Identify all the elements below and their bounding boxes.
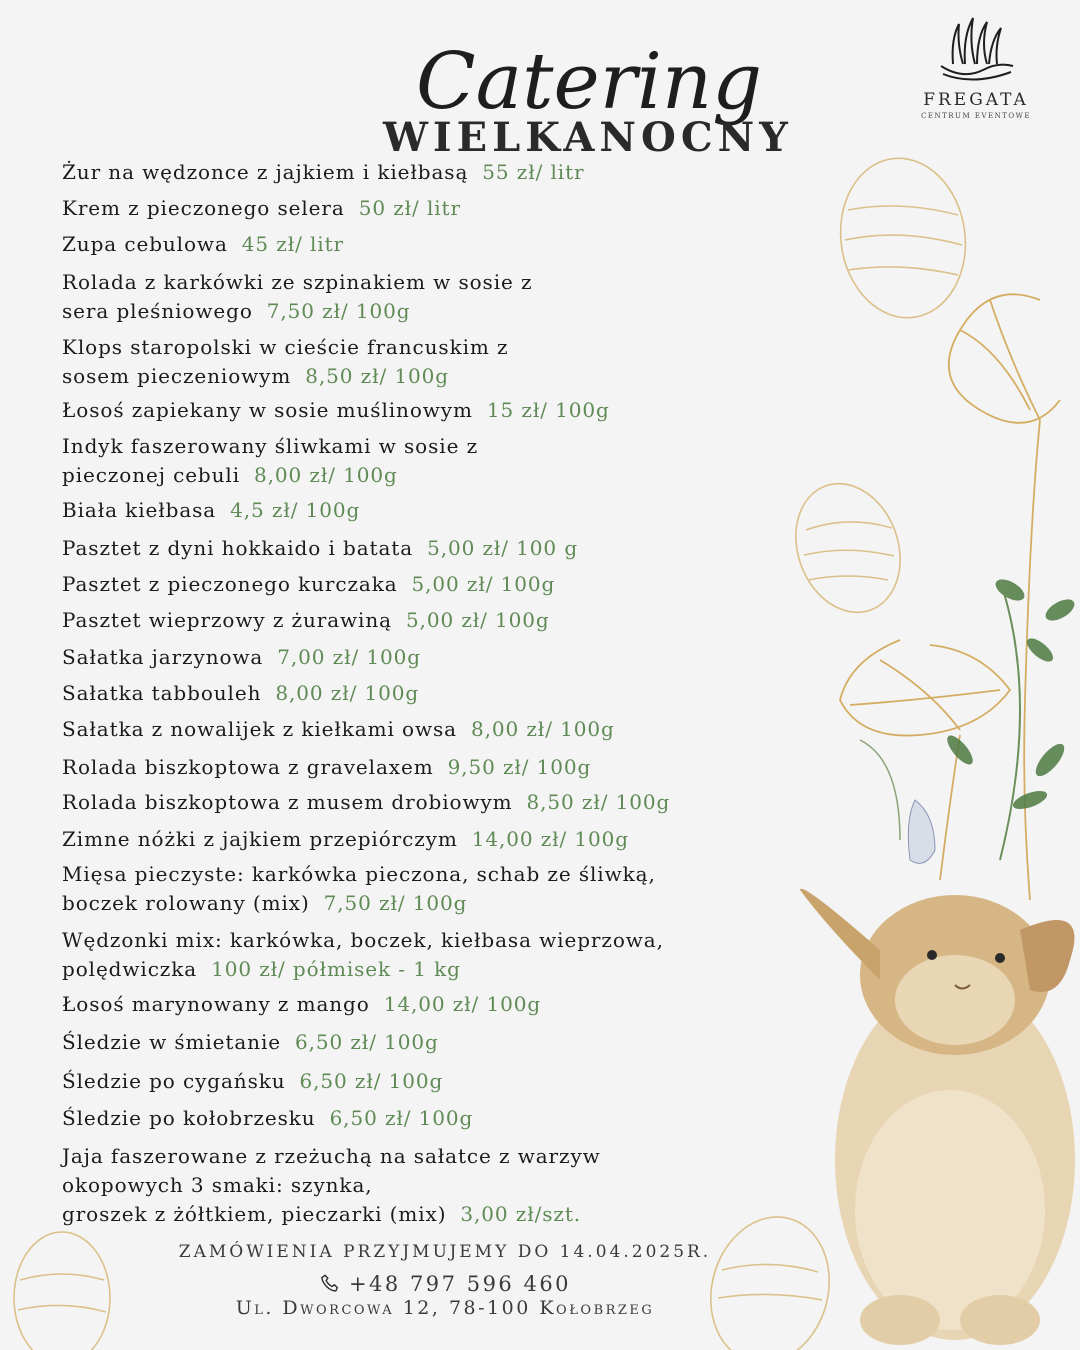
menu-item xyxy=(62,679,419,708)
fregata-logo xyxy=(906,14,1046,120)
menu-item xyxy=(62,753,591,782)
menu-item xyxy=(62,230,344,259)
menu-item xyxy=(62,534,578,563)
menu-item-name: Rolada z karkówki ze szpinakiem w sosie z xyxy=(62,270,533,294)
menu-item-name: Zimne nóżki z jajkiem przepiórczym xyxy=(62,827,458,851)
menu-item-price: 8,00 zł/ 100g xyxy=(254,463,398,487)
menu-item-name: Pasztet z pieczonego kurczaka xyxy=(62,572,398,596)
menu-item xyxy=(62,432,478,490)
menu-item xyxy=(62,860,656,918)
menu-item xyxy=(62,396,610,425)
menu-item-price: 6,50 zł/ 100g xyxy=(299,1069,444,1093)
menu-item-name: Rolada biszkoptowa z gravelaxem xyxy=(62,755,434,779)
menu-item-name: Żur na wędzonce z jajkiem i kiełbasą xyxy=(62,160,469,184)
menu-item-name-cont: groszek z żółtkiem, pieczarki (mix) xyxy=(62,1202,447,1226)
menu-item-name: Pasztet wieprzowy z żurawiną xyxy=(62,608,392,632)
menu-item-name-cont: polędwiczka xyxy=(62,957,198,981)
menu-item xyxy=(62,268,532,326)
menu-item-name: Indyk faszerowany śliwkami w sosie z xyxy=(62,434,479,458)
phone-icon xyxy=(319,1273,341,1295)
menu-item xyxy=(62,788,670,817)
egg-icon xyxy=(778,469,917,627)
menu-item xyxy=(62,158,585,187)
menu-item-price: 55 zł/ litr xyxy=(482,160,585,184)
menu-item-name-cont: sera pleśniowego xyxy=(62,299,253,323)
bunny-illustration xyxy=(800,889,1075,1345)
menu-item-name: Wędzonki mix: karkówka, boczek, kiełbasa wieprzowa, xyxy=(62,928,664,952)
menu-item-price: 5,00 zł/ 100 g xyxy=(427,536,579,560)
menu-item-name: Łosoś zapiekany w sosie muślinowym xyxy=(62,398,473,422)
menu-item-price: 45 zł/ litr xyxy=(241,232,344,256)
menu-item-name: Mięsa pieczyste: karkówka pieczona, schab ze śliwką, xyxy=(62,862,656,886)
menu-item xyxy=(62,990,541,1019)
menu-item-price: 8,50 zł/ 100g xyxy=(305,364,449,388)
snowdrop-icon xyxy=(908,800,935,863)
menu-item-price: 7,00 zł/ 100g xyxy=(277,645,421,669)
egg-icon xyxy=(14,1232,110,1350)
menu-item-price: 4,5 zł/ 100g xyxy=(230,498,361,522)
menu-item-name: Krem z pieczonego selera xyxy=(62,196,345,220)
menu-item-name-cont: okopowych 3 smaki: szynka, xyxy=(62,1173,373,1197)
menu-item xyxy=(62,825,629,854)
menu-item xyxy=(62,1142,601,1229)
menu-item-name: Śledzie po kołobrzesku xyxy=(62,1106,316,1130)
menu-item xyxy=(62,1028,439,1057)
menu-item-price: 7,50 zł/ 100g xyxy=(266,299,411,323)
menu-item-name: Sałatka tabbouleh xyxy=(62,681,262,705)
egg-icon xyxy=(830,150,975,326)
menu-item xyxy=(62,194,461,223)
page-title: WIELKANOCNY xyxy=(383,114,793,161)
menu-item-price: 3,00 zł/szt. xyxy=(460,1202,582,1226)
menu-item xyxy=(62,1104,473,1133)
menu-item-price: 6,50 zł/ 100g xyxy=(294,1030,439,1054)
menu-item xyxy=(62,1067,443,1096)
script-title-text: Catering xyxy=(416,37,763,127)
menu-item-price: 7,50 zł/ 100g xyxy=(323,891,468,915)
menu-item-price: 14,00 zł/ 100g xyxy=(471,827,630,851)
menu-item-name-cont: boczek rolowany (mix) xyxy=(62,891,310,915)
menu-item-price: 8,50 zł/ 100g xyxy=(526,790,671,814)
menu-item-name-cont: sosem pieczeniowym xyxy=(62,364,292,388)
menu-item xyxy=(62,715,615,744)
flower-icon xyxy=(840,294,1060,900)
phone-line xyxy=(100,1272,790,1296)
menu-item-price: 50 zł/ litr xyxy=(358,196,461,220)
menu-item-name: Śledzie w śmietanie xyxy=(62,1030,281,1054)
menu-item-price: 5,00 zł/ 100g xyxy=(405,608,550,632)
menu-item-price: 100 zł/ półmisek - 1 kg xyxy=(211,957,461,981)
menu-item-name: Rolada biszkoptowa z musem drobiowym xyxy=(62,790,513,814)
menu-item-price: 14,00 zł/ 100g xyxy=(383,992,542,1016)
menu-item-name: Biała kiełbasa xyxy=(62,498,217,522)
menu-item-name: Sałatka jarzynowa xyxy=(62,645,264,669)
menu-item-name: Klops staropolski w cieście francuskim z xyxy=(62,335,509,359)
logo-name: FREGATA xyxy=(923,90,1029,110)
menu-item-price: 5,00 zł/ 100g xyxy=(411,572,556,596)
menu-item-name: Jaja faszerowane z rzeżuchą na sałatce z warzyw xyxy=(62,1144,601,1168)
catering-script-title xyxy=(410,12,763,127)
menu-item-price: 9,50 zł/ 100g xyxy=(447,755,592,779)
crown-icon xyxy=(933,14,1019,86)
menu-item xyxy=(62,333,508,391)
menu-item-price: 8,00 zł/ 100g xyxy=(275,681,420,705)
menu-item-name-cont: pieczonej cebuli xyxy=(62,463,241,487)
logo-subtitle: CENTRUM EVENTOWE xyxy=(921,112,1031,120)
menu-item xyxy=(62,496,360,525)
menu-item-name: Pasztet z dyni hokkaido i batata xyxy=(62,536,414,560)
menu-item-price: 15 zł/ 100g xyxy=(486,398,610,422)
menu-item xyxy=(62,926,664,984)
menu-item-price: 8,00 zł/ 100g xyxy=(470,717,615,741)
menu-item-name: Zupa cebulowa xyxy=(62,232,228,256)
address: Ul. Dworcowa 12, 78-100 Kołobrzeg xyxy=(235,1297,655,1319)
menu-item xyxy=(62,570,555,599)
menu-item-name: Sałatka z nowalijek z kiełkami owsa xyxy=(62,717,457,741)
menu-item xyxy=(62,643,421,672)
phone-number[interactable]: +48 797 596 460 xyxy=(348,1272,572,1296)
menu-item-price: 6,50 zł/ 100g xyxy=(329,1106,474,1130)
menu-item-name: Śledzie po cygańsku xyxy=(62,1069,286,1093)
menu-item-name: Łosoś marynowany z mango xyxy=(62,992,370,1016)
menu-item xyxy=(62,606,550,635)
order-deadline: ZAMÓWIENIA PRZYJMUJEMY DO 14.04.2025R. xyxy=(178,1242,712,1262)
